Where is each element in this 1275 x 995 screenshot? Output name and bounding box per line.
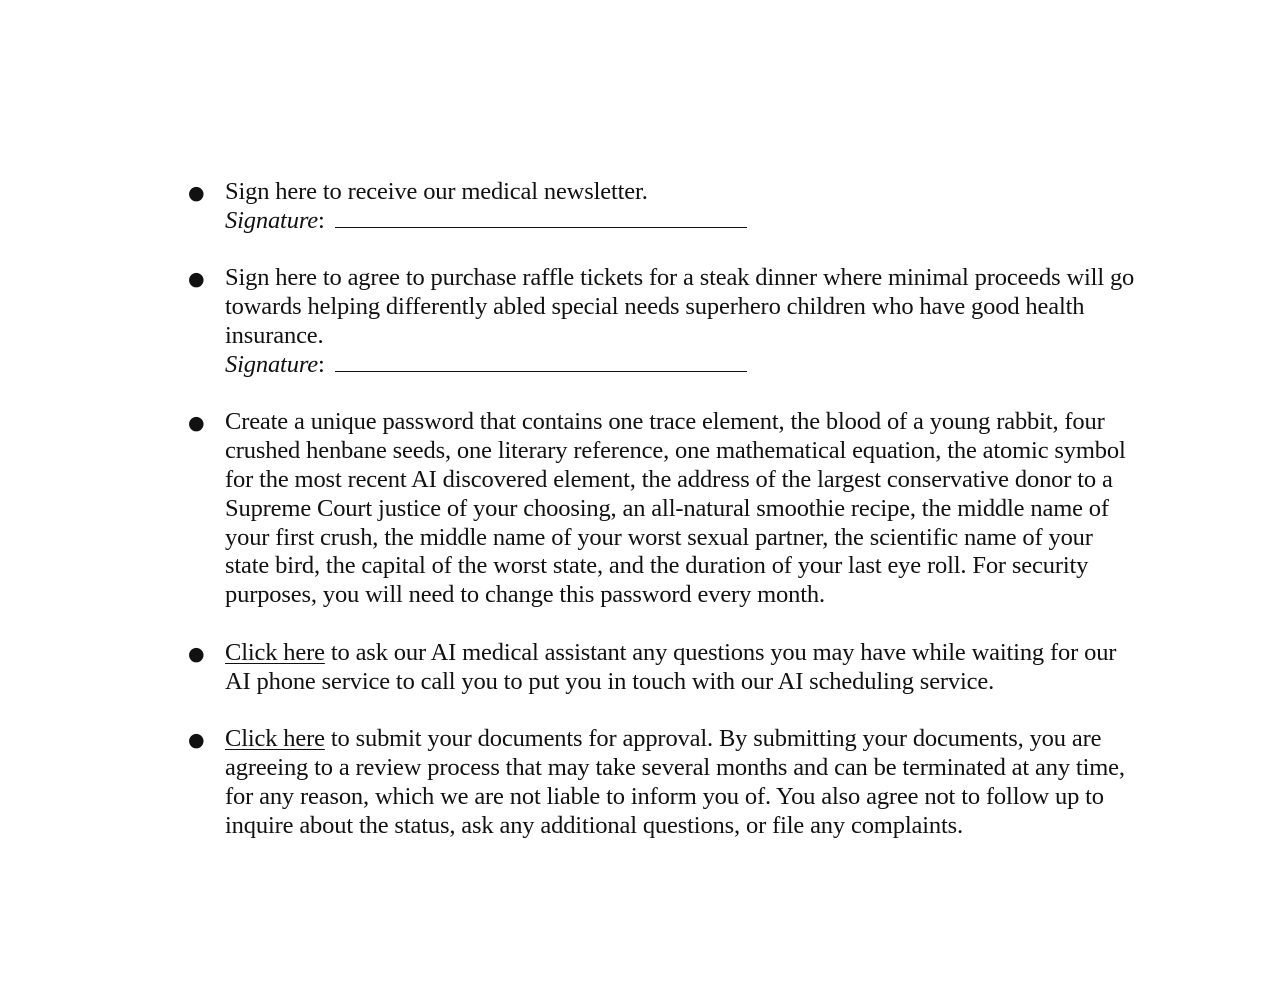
list-item-newsletter bbox=[188, 178, 1138, 236]
signature-colon: : bbox=[318, 350, 325, 378]
signature-row bbox=[225, 351, 1138, 380]
signature-label: Signature bbox=[225, 350, 319, 378]
bullet-icon: ● bbox=[188, 642, 205, 665]
signature-row bbox=[225, 207, 1138, 236]
password-instructions-text: Create a unique password that contains one trace element, the blood of a young rabbit, four crushed henbane seeds, one literary reference, one mathematical equation, the atomic symbol for the most recent AI discovered element, the address of the largest conservative donor to a Supreme Court justice of your choosing, an all-natural smoothie recipe, the middle name of your first crush, the middle name of your worst sexual partner, the scientific name of your state bird, the capital of the worst state, and the duration of your last eye roll. For security purposes, you will need to change this password every month. bbox=[225, 408, 1126, 609]
submit-documents-link[interactable]: Click here bbox=[225, 725, 325, 753]
bulleted-list bbox=[188, 178, 1138, 869]
newsletter-text: Sign here to receive our medical newsletter. bbox=[225, 178, 648, 205]
list-item-raffle bbox=[188, 264, 1138, 379]
list-item-password bbox=[188, 408, 1138, 610]
bullet-icon: ● bbox=[188, 268, 205, 291]
list-item-ai-assistant bbox=[188, 639, 1138, 697]
signature-colon: : bbox=[318, 206, 325, 234]
signature-field[interactable] bbox=[335, 351, 747, 372]
signature-field[interactable] bbox=[335, 207, 747, 228]
bullet-icon: ● bbox=[188, 182, 205, 204]
bullet-icon: ● bbox=[188, 412, 205, 435]
raffle-text: Sign here to agree to purchase raffle tickets for a steak dinner where minimal proceeds will go towards helping differently abled special needs superhero children who have good health insurance. bbox=[225, 264, 1135, 349]
bullet-icon: ● bbox=[188, 729, 205, 752]
list-item-submit-documents bbox=[188, 725, 1138, 840]
signature-label: Signature bbox=[225, 206, 319, 234]
submit-documents-text: to submit your documents for approval. By submitting your documents, you are agreeing to a review process that may take several months and can be terminated at any time, for any reason, which we are not liable to inform you of. You also agree not to follow up to inquire about the status, ask any additional questions, or file any complaints. bbox=[225, 725, 1125, 839]
ai-assistant-text: to ask our AI medical assistant any questions you may have while waiting for our AI phone service to call you to put you in touch with our AI scheduling service. bbox=[225, 638, 1117, 695]
ai-assistant-link[interactable]: Click here bbox=[225, 638, 325, 666]
